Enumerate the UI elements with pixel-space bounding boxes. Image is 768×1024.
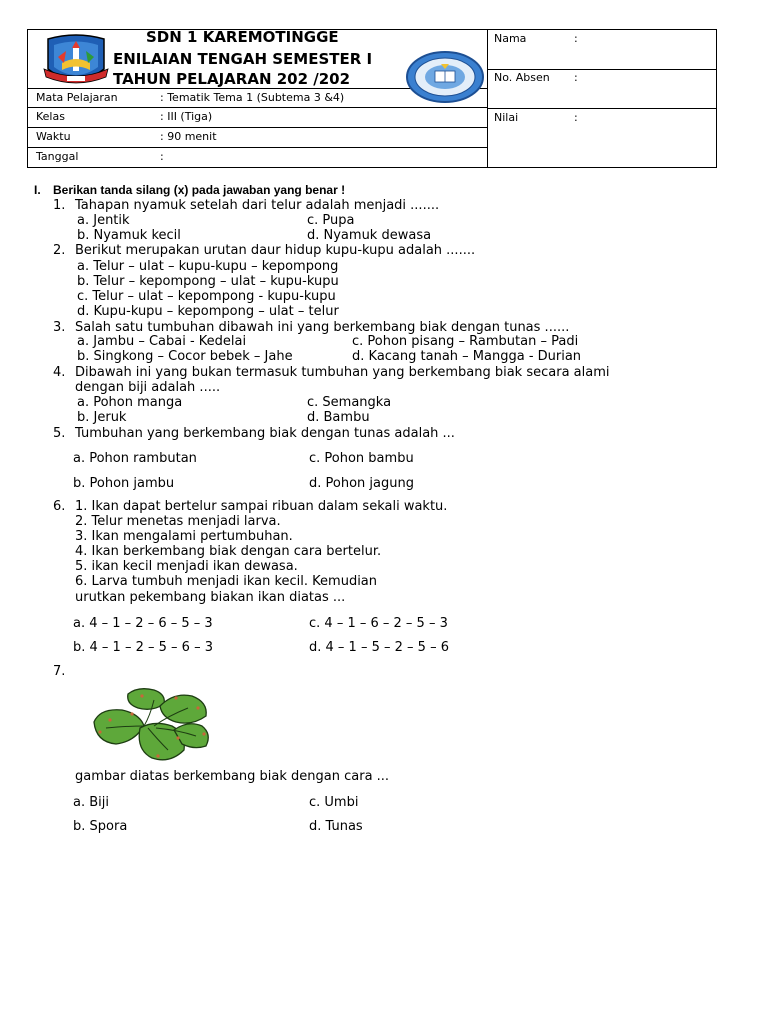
question-text: Tumbuhan yang berkembang biak dengan tunas adalah ...	[75, 426, 455, 441]
header-divider	[487, 29, 488, 168]
student-field-label: Nama	[494, 32, 527, 45]
question-statement: 5. ikan kecil menjadi ikan dewasa.	[75, 559, 298, 574]
question-statement: 4. Ikan berkembang biak dengan cara bertelur.	[75, 544, 382, 559]
answer-option: b. Jeruk	[77, 410, 127, 425]
answer-option: d. Bambu	[307, 410, 370, 425]
question-number: 7.	[53, 664, 66, 679]
info-divider	[27, 127, 487, 128]
info-value: :	[160, 150, 164, 163]
question-text: gambar diatas berkembang biak dengan cara ...	[75, 769, 390, 784]
section-number: I.	[34, 183, 41, 197]
answer-option: d. Tunas	[309, 819, 363, 834]
question-number: 6.	[53, 499, 66, 514]
student-field-colon: :	[574, 32, 578, 45]
info-value: : 90 menit	[160, 130, 217, 143]
question-statement: 6. Larva tumbuh menjadi ikan kecil. Kemudian	[75, 574, 378, 589]
info-label: Tanggal	[36, 150, 79, 163]
school-name-title: SDN 1 KAREMOTINGGE	[146, 28, 339, 46]
student-row-divider	[487, 108, 717, 109]
answer-option: d. Nyamuk dewasa	[307, 228, 432, 243]
student-field-label: No. Absen	[494, 71, 550, 84]
answer-option: c. Umbi	[309, 795, 359, 810]
question-text-continued: dengan biji adalah .....	[75, 380, 221, 395]
question-text: Dibawah ini yang bukan termasuk tumbuhan yang berkembang biak secara alami	[75, 365, 610, 380]
answer-option: a. 4 – 1 – 2 – 6 – 5 – 3	[73, 616, 213, 631]
answer-option: c. Pohon pisang – Rambutan – Padi	[352, 334, 579, 349]
plant-leaves-illustration	[88, 686, 214, 766]
info-value: : III (Tiga)	[160, 110, 213, 123]
answer-option: a. Pohon rambutan	[73, 451, 197, 466]
school-badge-logo	[405, 50, 485, 104]
answer-option: a. Pohon manga	[77, 395, 183, 410]
info-label: Waktu	[36, 130, 71, 143]
question-number: 2.	[53, 243, 66, 258]
info-divider	[27, 147, 487, 148]
info-value: : Tematik Tema 1 (Subtema 3 &4)	[160, 91, 345, 104]
question-text: Tahapan nyamuk setelah dari telur adalah menjadi .......	[75, 198, 440, 213]
question-number: 3.	[53, 320, 66, 335]
academic-year-title: TAHUN PELAJARAN 202 /202	[113, 70, 351, 88]
info-label: Kelas	[36, 110, 65, 123]
student-field-colon: :	[574, 71, 578, 84]
answer-option: a. Biji	[73, 795, 109, 810]
student-row-divider	[487, 69, 717, 70]
student-field-colon: :	[574, 111, 578, 124]
question-statement: 2. Telur menetas menjadi larva.	[75, 514, 281, 529]
question-statement: 1. Ikan dapat bertelur sampai ribuan dalam sekali waktu.	[75, 499, 448, 514]
info-label: Mata Pelajaran	[36, 91, 118, 104]
school-emblem-logo	[40, 33, 112, 88]
instruction-text: Berikan tanda silang (x) pada jawaban yang benar !	[53, 183, 346, 197]
answer-option: c. Semangka	[307, 395, 392, 410]
answer-option: b. Nyamuk kecil	[77, 228, 181, 243]
answer-option: d. Pohon jagung	[309, 476, 414, 491]
question-number: 5.	[53, 426, 66, 441]
student-field-label: Nilai	[494, 111, 519, 124]
question-text: Berikut merupakan urutan daur hidup kupu-kupu adalah .......	[75, 243, 476, 258]
answer-option: c. 4 – 1 – 6 – 2 – 5 – 3	[309, 616, 448, 631]
answer-option: c. Pohon bambu	[309, 451, 414, 466]
exam-title: ENILAIAN TENGAH SEMESTER I	[113, 50, 373, 68]
answer-option: b. Spora	[73, 819, 128, 834]
answer-option: a. Jambu – Cabai - Kedelai	[77, 334, 247, 349]
answer-option: b. 4 – 1 – 2 – 5 – 6 – 3	[73, 640, 213, 655]
answer-option: c. Telur – ulat – kepompong - kupu-kupu	[77, 289, 336, 304]
info-divider	[27, 107, 487, 108]
answer-option: b. Singkong – Cocor bebek – Jahe	[77, 349, 293, 364]
answer-option: b. Pohon jambu	[73, 476, 175, 491]
answer-option: a. Telur – ulat – kupu-kupu – kepompong	[77, 259, 339, 274]
answer-option: a. Jentik	[77, 213, 130, 228]
answer-option: d. Kacang tanah – Mangga - Durian	[352, 349, 582, 364]
answer-option: d. 4 – 1 – 5 – 2 – 5 – 6	[309, 640, 449, 655]
question-statement: 3. Ikan mengalami pertumbuhan.	[75, 529, 293, 544]
answer-option: d. Kupu-kupu – kepompong – ulat – telur	[77, 304, 339, 319]
question-number: 1.	[53, 198, 66, 213]
question-number: 4.	[53, 365, 66, 380]
question-statement: urutkan pekembang biakan ikan diatas ...	[75, 590, 346, 605]
answer-option: b. Telur – kepompong – ulat – kupu-kupu	[77, 274, 339, 289]
question-text: Salah satu tumbuhan dibawah ini yang berkembang biak dengan tunas ......	[75, 320, 570, 335]
answer-option: c. Pupa	[307, 213, 355, 228]
